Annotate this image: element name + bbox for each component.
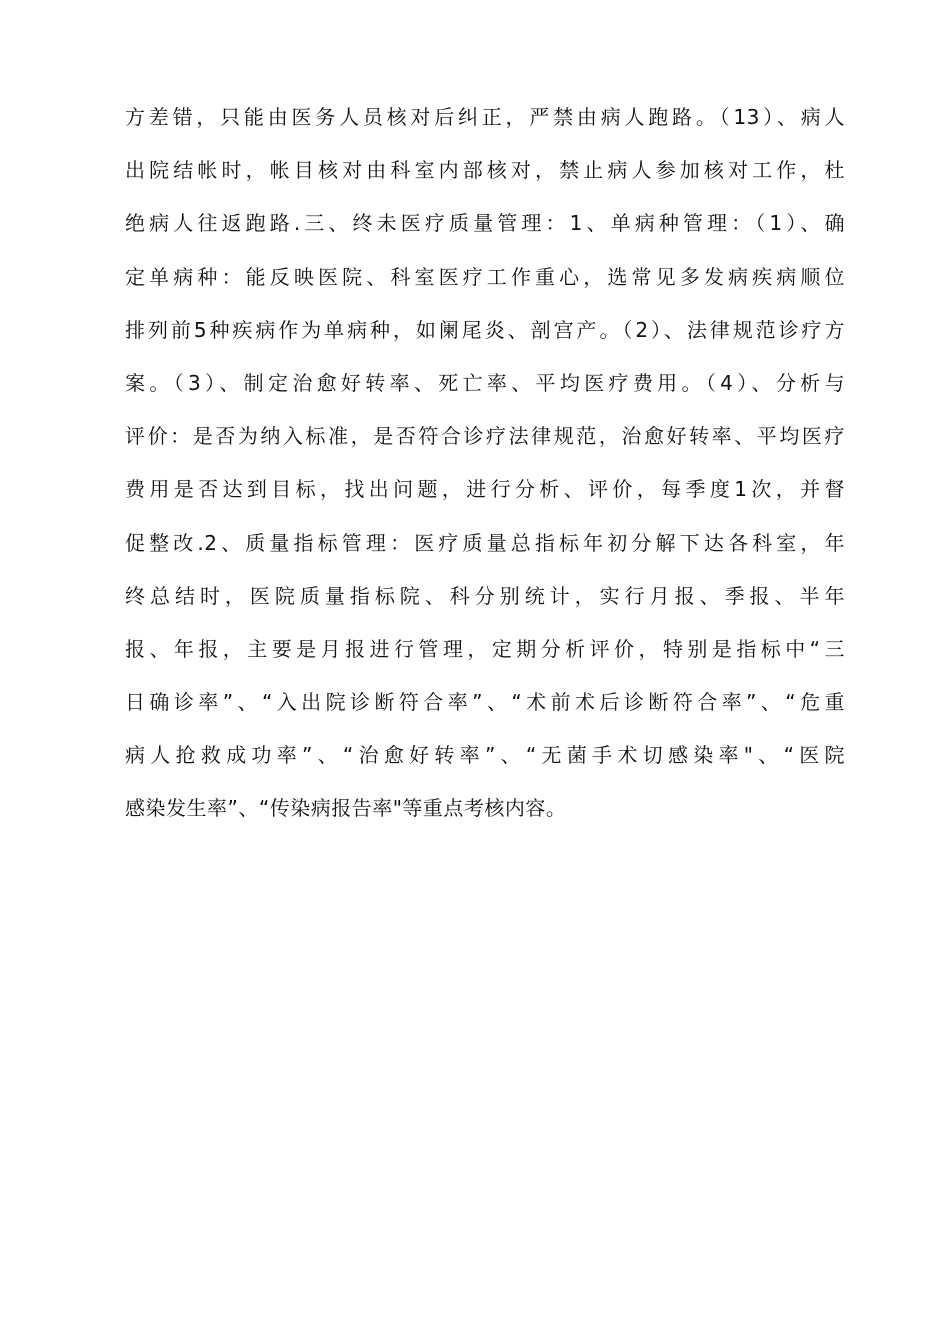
text-line: 病人抢救成功率”、“治愈好转率”、“无菌手术切感染率"、“医院 — [125, 743, 845, 768]
text-line: 感染发生率”、“传染病报告率"等重点考核内容。 — [125, 796, 567, 821]
text-line: 评价：是否为纳入标准，是否符合诊疗法律规范，治愈好转率、平均医疗 — [125, 424, 845, 449]
text-line: 报、年报，主要是月报进行管理，定期分析评价，特别是指标中“三 — [125, 636, 845, 661]
text-line: 日确诊率”、“入出院诊断符合率”、“术前术后诊断符合率”、“危重 — [125, 690, 845, 715]
text-line: 终总结时，医院质量指标院、科分别统计，实行月报、季报、半年 — [125, 583, 845, 608]
text-line: 绝病人往返跑路.三、终未医疗质量管理：1、单病种管理：（1）、确 — [125, 211, 845, 236]
text-line: 定单病种：能反映医院、科室医疗工作重心，选常见多发病疾病顺位 — [125, 264, 845, 289]
body-text — [125, 100, 845, 845]
text-line: 排列前5种疾病作为单病种，如阑尾炎、剖宫产。（2）、法律规范诊疗方 — [125, 317, 845, 342]
text-line: 案。（3）、制定治愈好转率、死亡率、平均医疗费用。（4）、分析与 — [125, 370, 845, 395]
text-line: 促整改.2、质量指标管理：医疗质量总指标年初分解下达各科室，年 — [125, 530, 845, 555]
text-line: 出院结帐时，帐目核对由科室内部核对，禁止病人参加核对工作，杜 — [125, 158, 845, 183]
text-line: 方差错，只能由医务人员核对后纠正，严禁由病人跑路。（13）、病人 — [125, 105, 845, 129]
text-line: 费用是否达到目标，找出问题，进行分析、评价，每季度1次，并督 — [125, 477, 845, 502]
